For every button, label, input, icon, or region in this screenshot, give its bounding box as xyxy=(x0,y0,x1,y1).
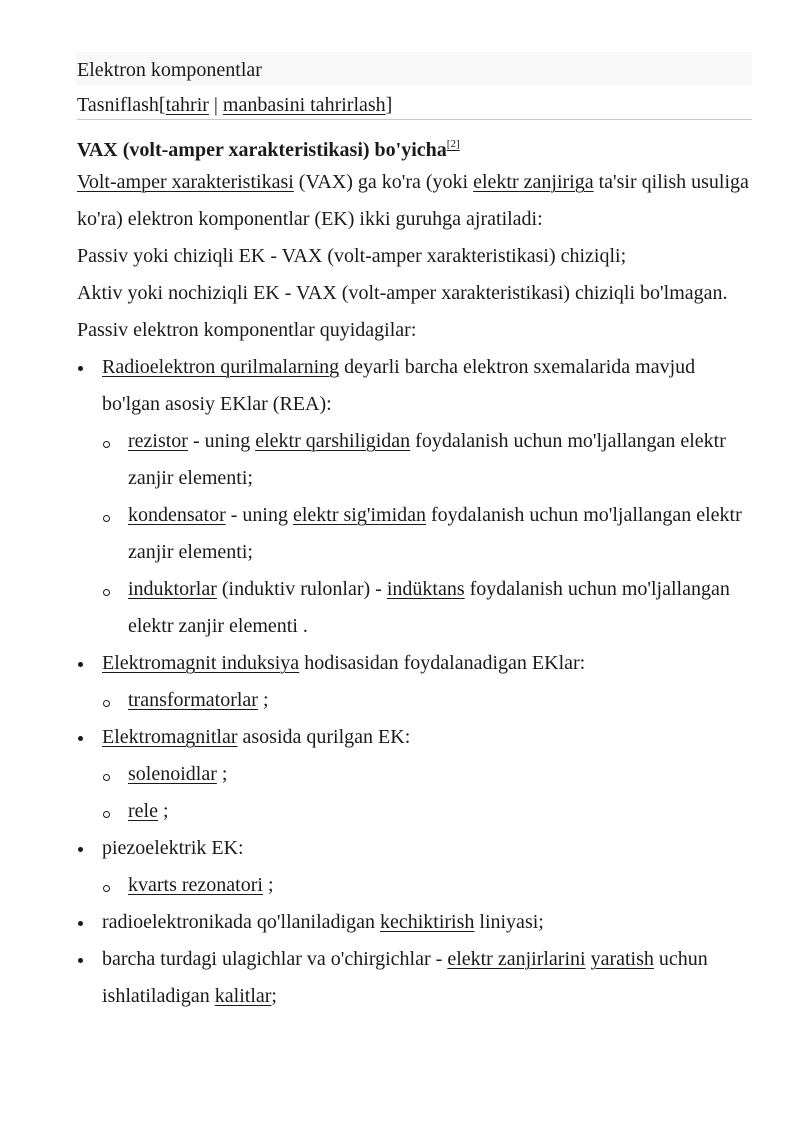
link-yaratish[interactable]: yaratish xyxy=(590,948,654,970)
link-radioelektron[interactable]: Radioelektron qurilmalarning xyxy=(102,356,340,378)
sub-list xyxy=(102,682,757,719)
list-item xyxy=(77,830,757,904)
sub-item-text: ; xyxy=(157,800,169,822)
sub-list-item xyxy=(102,793,757,830)
sub-item-text: - uning xyxy=(187,430,256,452)
intro-text-2: ta'sir qilish usuliga ko'ra) elektron komponentlar (EK) ikki guruhga ajratiladi: xyxy=(77,171,749,230)
link-volt-amper[interactable]: Volt-amper xarakteristikasi xyxy=(77,171,294,193)
list-item-text: piezoelektrik EK: xyxy=(102,837,244,859)
link-elektr-sigimidan[interactable]: elektr sig'imidan xyxy=(292,504,427,526)
link-transformatorlar[interactable]: transformatorlar xyxy=(128,689,258,711)
sub-list xyxy=(102,423,757,645)
link-kechiktirish[interactable]: kechiktirish xyxy=(379,911,475,933)
page-title: Elektron komponentlar xyxy=(77,59,262,81)
list-item-text: deyarli barcha elektron sxemalarida mavjud bo'lgan asosiy EKlar (REA): xyxy=(102,356,696,415)
link-elektromagnitlar[interactable]: Elektromagnitlar xyxy=(102,726,238,748)
list-item-text: barcha turdagi ulagichlar va o'chirgichlar - xyxy=(102,948,448,970)
section-title: Tasniflash xyxy=(77,94,159,116)
link-induktorlar[interactable]: induktorlar xyxy=(128,578,217,600)
edit-bracket-close: ] xyxy=(385,94,393,116)
sub-item-text: foydalanish uchun mo'ljallangan elektr zanjir elementi; xyxy=(128,504,742,563)
sub-list-item xyxy=(102,497,757,571)
component-list xyxy=(77,349,757,1015)
sub-item-text: foydalanish uchun mo'ljallangan elektr zanjir elementi; xyxy=(128,430,726,489)
list-item-text: ; xyxy=(271,985,277,1007)
link-solenoidlar[interactable]: solenoidlar xyxy=(128,763,217,785)
sub-list-item xyxy=(102,423,757,497)
subsection-heading xyxy=(77,129,460,165)
link-elektr-zanjirlarini[interactable]: elektr zanjirlarini xyxy=(447,948,586,970)
link-rezistor[interactable]: rezistor xyxy=(128,430,188,452)
link-induktans[interactable]: indüktans xyxy=(386,578,465,600)
sub-item-text: ; xyxy=(262,874,274,896)
list-item xyxy=(77,904,757,941)
active-line: Aktiv yoki nochiziqli EK - VAX (volt-amper xarakteristikasi) chiziqli bo'lmagan. xyxy=(77,282,728,304)
link-elektromagnit-induksiya[interactable]: Elektromagnit induksiya xyxy=(102,652,300,674)
sub-item-text: foydalanish uchun mo'ljallangan elektr zanjir elementi . xyxy=(128,578,730,637)
link-elektr-zanjiriga[interactable]: elektr zanjiriga xyxy=(473,171,594,193)
edit-separator: | xyxy=(208,94,223,116)
list-item-text: liniyasi; xyxy=(474,911,544,933)
section-header xyxy=(77,92,752,120)
edit-bracket-open: [ xyxy=(158,94,166,116)
sub-list-item xyxy=(102,756,757,793)
sub-list-item xyxy=(102,682,757,719)
sub-list xyxy=(102,867,757,904)
passive-intro: Passiv elektron komponentlar quyidagilar: xyxy=(77,319,417,341)
list-item xyxy=(77,349,757,645)
reference-link[interactable]: [2] xyxy=(446,138,460,150)
intro-paragraph xyxy=(77,164,757,238)
link-kalitlar[interactable]: kalitlar xyxy=(214,985,272,1007)
edit-link[interactable]: tahrir xyxy=(165,94,209,116)
list-item xyxy=(77,941,757,1015)
sub-item-text: (induktiv rulonlar) - xyxy=(216,578,387,600)
link-kvarts-rezonatori[interactable]: kvarts rezonatori xyxy=(128,874,263,896)
sub-item-text: - uning xyxy=(225,504,293,526)
link-rele[interactable]: rele xyxy=(128,800,158,822)
list-item-text: radioelektronikada qo'llaniladigan xyxy=(102,911,380,933)
sub-list xyxy=(102,756,757,830)
sub-list-item xyxy=(102,867,757,904)
heading-text: VAX (volt-amper xarakteristikasi) bo'yicha xyxy=(77,139,447,161)
link-kondensator[interactable]: kondensator xyxy=(128,504,226,526)
sub-item-text: ; xyxy=(216,763,228,785)
list-item xyxy=(77,645,757,719)
article-body xyxy=(77,164,757,1015)
list-item-text: asosida qurilgan EK: xyxy=(237,726,411,748)
sub-list-item xyxy=(102,571,757,645)
sub-item-text: ; xyxy=(257,689,269,711)
passive-line: Passiv yoki chiziqli EK - VAX (volt-amper xarakteristikasi) chiziqli; xyxy=(77,245,627,267)
intro-text-1: (VAX) ga ko'ra (yoki xyxy=(293,171,474,193)
list-item-text: uchun ishlatiladigan xyxy=(102,948,708,1007)
list-item xyxy=(77,719,757,830)
list-item-text: hodisasidan foydalanadigan EKlar: xyxy=(299,652,586,674)
link-elektr-qarshiligidan[interactable]: elektr qarshiligidan xyxy=(255,430,411,452)
source-edit-link[interactable]: manbasini tahrirlash xyxy=(222,94,386,116)
